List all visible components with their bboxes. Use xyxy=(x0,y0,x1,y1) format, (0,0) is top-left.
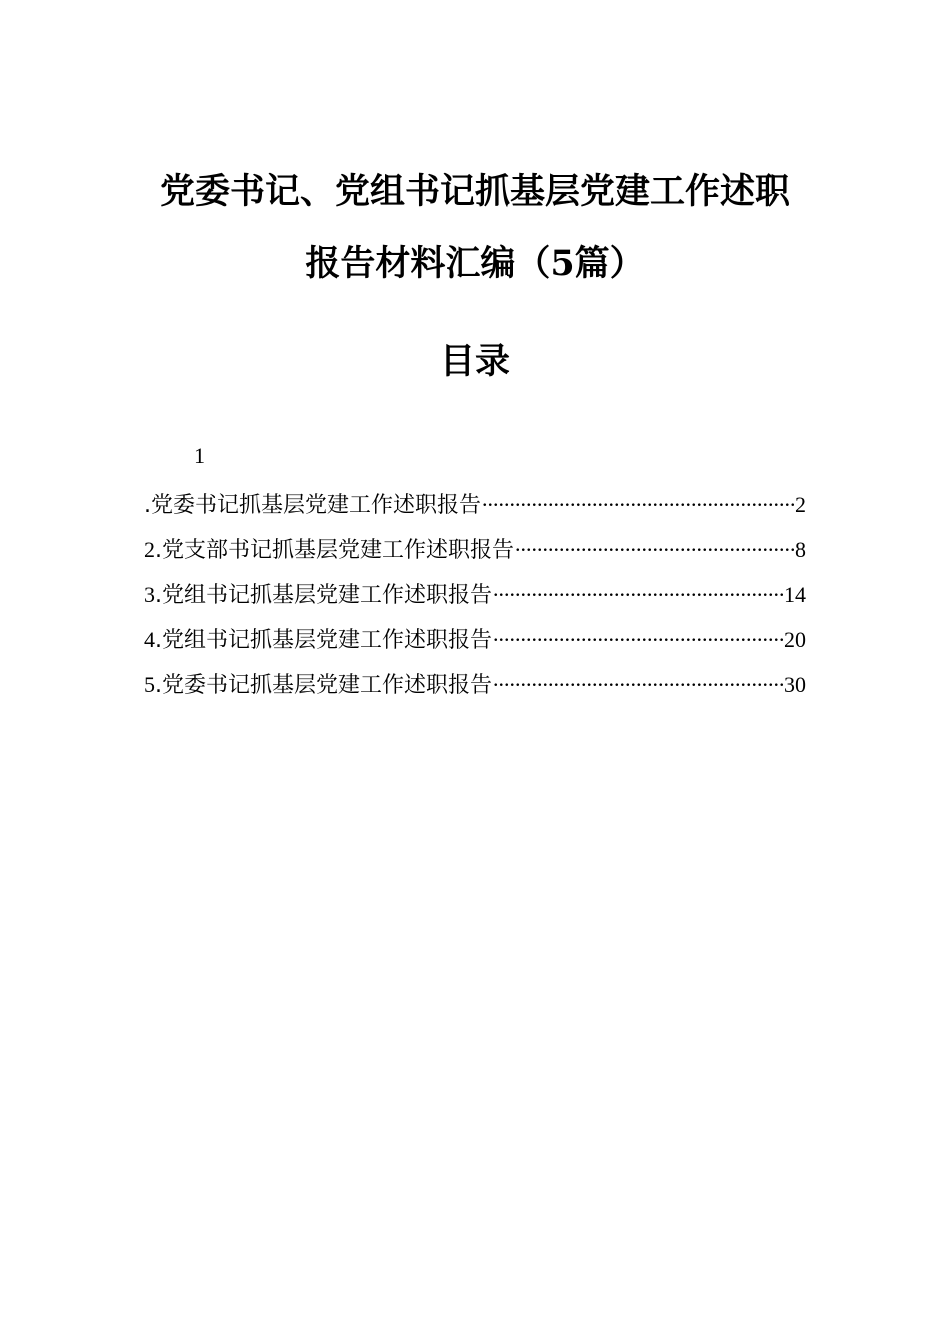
toc-entry-3[interactable] xyxy=(144,572,806,617)
toc-entry-label xyxy=(144,575,492,616)
toc-entry-label xyxy=(144,620,492,661)
table-of-contents xyxy=(144,482,806,707)
toc-entry-text: .党组书记抓基层党建工作述职报告 xyxy=(155,583,492,608)
toc-leader-dots xyxy=(515,527,794,557)
toc-leader-dots xyxy=(493,662,783,692)
toc-entry-page: 14 xyxy=(784,582,806,607)
toc-entry-text: .党委书记抓基层党建工作述职报告 xyxy=(144,493,481,518)
toc-entry-label xyxy=(144,665,492,706)
toc-entry-text: .党组书记抓基层党建工作述职报告 xyxy=(155,628,492,653)
toc-entry-number: 3 xyxy=(144,582,155,607)
toc-heading: 目录 xyxy=(439,341,510,382)
toc-entry-2[interactable] xyxy=(144,527,806,572)
toc-entry-number: 2 xyxy=(144,537,155,562)
toc-leader-dots xyxy=(482,482,794,512)
toc-entry-text: .党支部书记抓基层党建工作述职报告 xyxy=(155,538,514,563)
toc-entry-page: 8 xyxy=(795,537,806,562)
toc-entry-4[interactable] xyxy=(144,617,806,662)
toc-entry-number: 4 xyxy=(144,627,155,652)
document-title-line-1: 党委书记、党组书记抓基层党建工作述职 xyxy=(159,171,790,212)
toc-entry-number: 5 xyxy=(144,672,155,697)
toc-first-number: 1 xyxy=(194,443,205,468)
toc-entry-page: 2 xyxy=(795,492,806,517)
toc-entry-label xyxy=(144,530,514,571)
toc-leader-dots xyxy=(493,572,783,602)
document-title-line-2: 报告材料汇编（5篇） xyxy=(305,243,645,284)
toc-entry-page: 20 xyxy=(784,627,806,652)
toc-leader-dots xyxy=(493,617,783,647)
toc-entry-text: .党委书记抓基层党建工作述职报告 xyxy=(155,673,492,698)
toc-entry-1[interactable] xyxy=(144,482,806,527)
toc-entry-label xyxy=(144,485,481,526)
toc-entry-5[interactable] xyxy=(144,662,806,707)
toc-entry-page: 30 xyxy=(784,672,806,697)
